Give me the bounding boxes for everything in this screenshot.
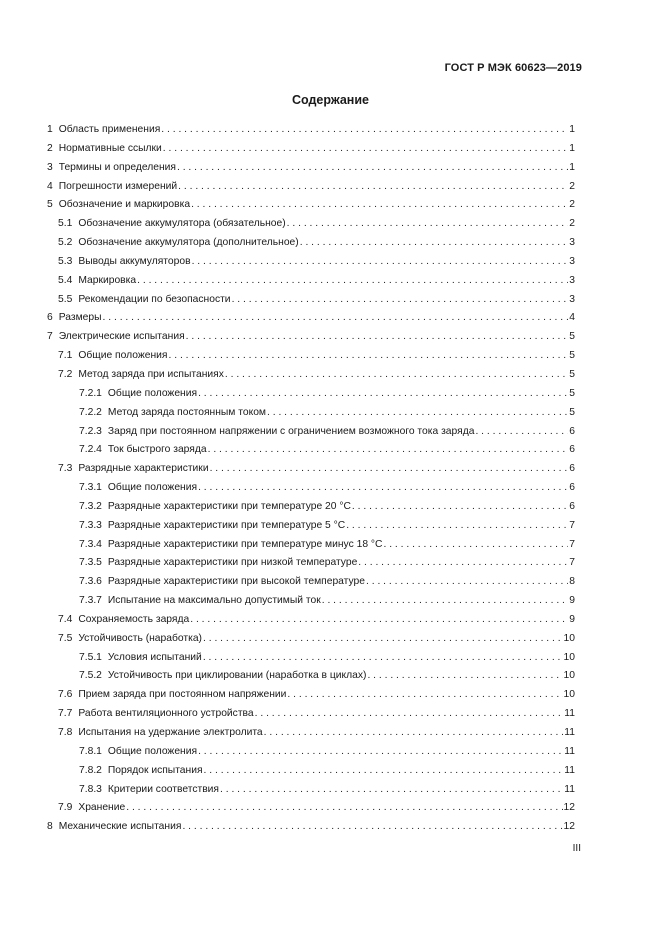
toc-dot-leader [208, 441, 569, 460]
toc-entry-page: 6 [569, 500, 575, 512]
toc-entry[interactable] [47, 253, 575, 272]
toc-entry-page: 10 [563, 632, 575, 644]
toc-entry[interactable] [47, 328, 575, 347]
toc-entry-title: Область применения [58, 124, 161, 135]
toc-dot-leader [192, 253, 569, 272]
toc-entry-title: Метод заряда постоянным током [107, 406, 267, 418]
toc-dot-leader [203, 630, 563, 649]
toc-entry-title: Нормативные ссылки [58, 142, 162, 154]
toc-dot-leader [383, 536, 568, 555]
toc-entry-title: Порядок испытания [107, 764, 203, 776]
toc-entry-title: Разрядные характеристики при температуре минус 18 °С [107, 538, 383, 550]
toc-dot-leader [346, 517, 568, 536]
toc-entry[interactable] [47, 140, 575, 159]
toc-entry-number: 7.3.7 [79, 595, 102, 607]
toc-entry[interactable] [47, 215, 575, 234]
toc-dot-leader [287, 686, 562, 705]
toc-dot-leader [103, 309, 569, 328]
toc-dot-leader [264, 724, 564, 743]
toc-entry-page: 3 [569, 237, 575, 249]
toc-entry-title: Обозначение и маркировка [58, 199, 191, 211]
toc-entry-page: 10 [563, 670, 575, 682]
toc-entry[interactable] [47, 724, 575, 743]
toc-entry-title: Ток быстрого заряда [107, 444, 207, 456]
toc-entry-title: Заряд при постоянном напряжении с ограничением возможного тока заряда [107, 425, 475, 437]
toc-entry-title: Общие положения [107, 482, 198, 494]
toc-dot-leader [322, 592, 569, 611]
toc-entry-title: Общие положения [78, 350, 168, 362]
toc-entry[interactable] [47, 196, 575, 215]
toc-entry-page: 11 [564, 727, 575, 738]
toc-entry[interactable] [47, 385, 575, 404]
toc-entry-title: Критерии соответствия [107, 783, 220, 795]
toc-dot-leader [255, 705, 564, 724]
toc-entry-page: 6 [569, 444, 575, 456]
toc-entry[interactable] [47, 460, 575, 479]
toc-entry-page: 7 [569, 519, 575, 531]
table-of-contents [47, 121, 575, 837]
toc-entry-page: 6 [569, 463, 575, 475]
toc-dot-leader [232, 291, 569, 310]
toc-entry-page: 10 [563, 689, 575, 701]
toc-entry-number: 7.9 [58, 802, 73, 814]
toc-entry-title: Общие положения [107, 745, 198, 757]
toc-entry-title: Погрешности измерений [58, 180, 178, 192]
toc-entry-title: Механические испытания [58, 821, 182, 833]
toc-entry-number: 7.2.2 [79, 406, 102, 418]
toc-entry-number: 7.3 [58, 463, 73, 475]
toc-entry[interactable] [47, 667, 575, 686]
toc-entry[interactable] [47, 781, 575, 800]
toc-entry[interactable] [47, 234, 575, 253]
toc-entry-number: 7.8.3 [79, 783, 102, 795]
toc-dot-leader [198, 385, 568, 404]
toc-entry-title: Хранение [78, 802, 126, 814]
toc-entry-number: 5.2 [58, 237, 73, 249]
toc-entry-number: 7.3.2 [79, 500, 102, 512]
toc-entry-title: Метод заряда при испытаниях [78, 368, 224, 380]
toc-entry-number: 2 [47, 142, 53, 154]
toc-dot-leader [204, 762, 564, 781]
toc-entry-number: 3 [47, 161, 53, 173]
toc-dot-leader [220, 781, 563, 800]
toc-entry[interactable] [47, 573, 575, 592]
toc-entry-number: 7.2.3 [79, 425, 102, 437]
toc-entry-number: 7.2 [58, 368, 73, 380]
toc-dot-leader [358, 554, 568, 573]
toc-dot-leader [475, 423, 568, 442]
toc-entry-page: 1 [569, 142, 575, 154]
toc-dot-leader [163, 140, 568, 159]
toc-entry[interactable] [47, 291, 575, 310]
toc-entry[interactable] [47, 630, 575, 649]
toc-dot-leader [186, 328, 569, 347]
toc-entry-number: 5 [47, 199, 53, 211]
toc-entry-title: Разрядные характеристики [78, 463, 209, 475]
toc-entry-number: 7.3.6 [79, 576, 102, 588]
toc-entry[interactable] [47, 178, 575, 197]
toc-entry-number: 7.3.1 [79, 482, 102, 494]
toc-entry-title: Испытание на максимально допустимый ток [107, 595, 321, 607]
toc-entry-page: 11 [564, 764, 575, 776]
toc-entry-page: 11 [564, 745, 575, 757]
toc-entry-number: 8 [47, 821, 53, 833]
page-number: III [572, 843, 581, 854]
toc-entry-number: 5.4 [58, 274, 73, 286]
toc-dot-leader [191, 196, 568, 215]
toc-dot-leader [161, 121, 568, 140]
toc-entry-number: 7.8.1 [79, 745, 102, 757]
toc-dot-leader [203, 649, 563, 668]
toc-entry-number: 7.2.4 [79, 444, 102, 456]
toc-entry-page: 12 [563, 821, 575, 833]
toc-entry[interactable] [47, 498, 575, 517]
toc-entry-title: Разрядные характеристики при температуре 20 °С [107, 500, 351, 512]
toc-dot-leader [137, 272, 568, 291]
toc-entry-number: 7 [47, 331, 53, 343]
toc-entry-page: 6 [569, 482, 575, 494]
toc-entry-title: Выводы аккумуляторов [78, 255, 191, 267]
document-code: ГОСТ Р МЭК 60623—2019 [444, 62, 582, 74]
toc-dot-leader [190, 611, 568, 630]
toc-dot-leader [367, 667, 562, 686]
toc-entry-title: Разрядные характеристики при низкой температуре [107, 557, 358, 569]
toc-entry-page: 2 [569, 199, 575, 211]
toc-entry-title: Рекомендации по безопасности [78, 293, 231, 305]
toc-entry-number: 5.5 [58, 293, 73, 305]
toc-dot-leader [287, 215, 569, 234]
toc-entry[interactable] [47, 592, 575, 611]
toc-dot-leader [225, 366, 568, 385]
toc-entry[interactable] [47, 536, 575, 555]
toc-entry-number: 7.3.5 [79, 557, 102, 569]
toc-entry-page: 9 [569, 595, 575, 607]
toc-entry[interactable] [47, 762, 575, 781]
toc-entry-number: 7.2.1 [79, 387, 102, 399]
toc-entry-number: 7.7 [58, 708, 73, 720]
toc-entry-number: 7.8 [58, 727, 73, 738]
toc-entry[interactable] [47, 366, 575, 385]
toc-entry[interactable] [47, 686, 575, 705]
toc-entry[interactable] [47, 441, 575, 460]
toc-entry-title: Обозначение аккумулятора (дополнительное) [78, 237, 299, 249]
toc-entry-title: Устойчивость при циклировании (наработка в циклах) [107, 670, 367, 682]
toc-entry-number: 7.4 [58, 613, 73, 625]
toc-entry-page: 2 [569, 218, 575, 230]
toc-entry-number: 7.5.1 [79, 651, 102, 663]
toc-entry-number: 7.3.4 [79, 538, 102, 550]
toc-entry-title: Устойчивость (наработка) [78, 632, 202, 644]
toc-entry-page: 5 [569, 331, 575, 343]
toc-entry-page: 1 [569, 124, 575, 135]
toc-entry-page: 7 [569, 557, 575, 569]
toc-entry[interactable] [47, 799, 575, 818]
toc-entry-title: Маркировка [78, 274, 137, 286]
toc-entry-number: 1 [47, 124, 53, 135]
toc-entry-page: 2 [569, 180, 575, 192]
toc-entry-title: Сохраняемость заряда [78, 613, 190, 625]
toc-entry-page: 5 [569, 368, 575, 380]
toc-entry-number: 4 [47, 180, 53, 192]
toc-entry[interactable] [47, 347, 575, 366]
toc-entry-title: Разрядные характеристики при высокой температуре [107, 576, 365, 588]
toc-entry[interactable] [47, 743, 575, 762]
toc-entry-title: Разрядные характеристики при температуре 5 °С [107, 519, 346, 531]
toc-entry-page: 8 [569, 576, 575, 588]
toc-entry-number: 7.5.2 [79, 670, 102, 682]
toc-entry[interactable] [47, 554, 575, 573]
toc-dot-leader [178, 178, 568, 197]
toc-entry-page: 5 [569, 406, 575, 418]
toc-entry-title: Условия испытаний [107, 651, 202, 663]
toc-entry-title: Работа вентиляционного устройства [78, 708, 254, 720]
toc-dot-leader [182, 818, 562, 837]
toc-entry-number: 7.6 [58, 689, 73, 701]
toc-dot-leader [267, 404, 568, 423]
toc-dot-leader [198, 743, 563, 762]
toc-entry[interactable] [47, 479, 575, 498]
toc-entry-page: 6 [569, 425, 575, 437]
toc-entry-number: 6 [47, 312, 53, 324]
toc-entry-page: 11 [564, 708, 575, 720]
toc-entry-number: 7.5 [58, 632, 73, 644]
toc-entry-number: 7.3.3 [79, 519, 102, 531]
toc-entry-page: 3 [569, 293, 575, 305]
toc-entry-title: Прием заряда при постоянном напряжении [78, 689, 287, 701]
toc-entry[interactable] [47, 611, 575, 630]
toc-entry[interactable] [47, 705, 575, 724]
toc-entry-page: 10 [563, 651, 575, 663]
toc-entry[interactable] [47, 159, 575, 178]
toc-entry[interactable] [47, 309, 575, 328]
toc-dot-leader [198, 479, 568, 498]
toc-entry-title: Электрические испытания [58, 331, 185, 343]
toc-entry-number: 7.8.2 [79, 764, 102, 776]
toc-entry-page: 9 [569, 613, 575, 625]
toc-dot-leader [169, 347, 569, 366]
toc-dot-leader [366, 573, 568, 592]
toc-entry[interactable] [47, 649, 575, 668]
toc-entry-title: Испытания на удержание электролита [78, 727, 263, 738]
toc-dot-leader [352, 498, 568, 517]
toc-entry-title: Общие положения [107, 387, 198, 399]
toc-entry-number: 5.3 [58, 255, 73, 267]
toc-entry-number: 7.1 [58, 350, 73, 362]
toc-entry-page: 5 [569, 387, 575, 399]
toc-entry-page: 3 [569, 255, 575, 267]
toc-entry-title: Термины и определения [58, 161, 176, 173]
toc-entry[interactable] [47, 272, 575, 291]
toc-entry-number: 5.1 [58, 218, 73, 230]
toc-dot-leader [300, 234, 569, 253]
toc-entry-page: 7 [569, 538, 575, 550]
toc-title: Содержание [291, 93, 369, 107]
toc-entry[interactable] [47, 121, 575, 140]
toc-entry-title: Размеры [58, 312, 102, 324]
toc-entry-page: 12 [563, 802, 575, 814]
toc-dot-leader [210, 460, 569, 479]
toc-entry-page: 11 [564, 783, 575, 795]
toc-entry-page: 1 [569, 161, 575, 173]
toc-entry-page: 5 [569, 350, 575, 362]
toc-entry-page: 4 [569, 312, 575, 324]
toc-entry[interactable] [47, 404, 575, 423]
toc-dot-leader [177, 159, 568, 178]
toc-dot-leader [126, 799, 562, 818]
toc-entry-page: 3 [569, 274, 575, 286]
toc-entry[interactable] [47, 818, 575, 837]
toc-entry-title: Обозначение аккумулятора (обязательное) [78, 218, 286, 230]
toc-entry[interactable] [47, 423, 575, 442]
toc-entry[interactable] [47, 517, 575, 536]
